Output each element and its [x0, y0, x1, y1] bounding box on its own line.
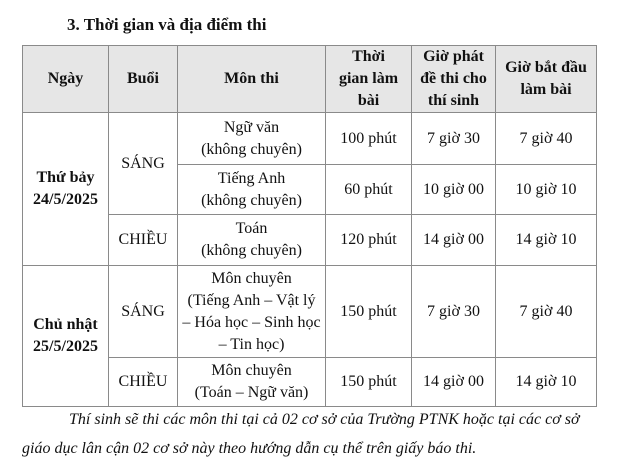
- day-name: Chủ nhật: [33, 316, 98, 333]
- subject-line: (Tiếng Anh – Vật lý: [187, 291, 316, 309]
- note-line: Thí sinh sẽ thi các môn thi tại cả 02 cơ sở của Trường PTNK hoặc tại các cơ sở: [69, 411, 580, 428]
- start-time-cell: 10 giờ 10: [496, 165, 597, 215]
- start-time-cell: 7 giờ 40: [496, 113, 597, 165]
- header-distribute-line: thí sinh: [427, 92, 480, 109]
- start-time-cell: 14 giờ 10: [496, 358, 597, 407]
- subject-line: Toán: [235, 220, 268, 237]
- exam-schedule-table: [22, 45, 597, 407]
- subject-line: – Tin học): [218, 335, 285, 353]
- subject-line: (không chuyên): [201, 140, 302, 158]
- header-day: Ngày: [23, 46, 109, 113]
- duration-cell: 60 phút: [326, 165, 412, 215]
- subject-line: Ngữ văn: [223, 118, 280, 136]
- header-row: [23, 46, 597, 113]
- subject-cell: [178, 113, 326, 165]
- subject-line: (không chuyên): [201, 242, 302, 259]
- distribute-time-cell: 10 giờ 00: [412, 165, 496, 215]
- duration-cell: 120 phút: [326, 215, 412, 266]
- header-distribute-line: đề thi cho: [420, 70, 487, 87]
- header-session: Buổi: [109, 46, 178, 113]
- header-duration-line: bài: [357, 92, 380, 109]
- subject-cell: [178, 358, 326, 407]
- header-distribute-line: Giờ phát: [423, 48, 484, 65]
- subject-line: Tiếng Anh: [217, 169, 286, 187]
- duration-cell: 100 phút: [326, 113, 412, 165]
- distribute-time-cell: 14 giờ 00: [412, 215, 496, 266]
- header-start-line: làm bài: [520, 81, 572, 98]
- distribute-time-cell: 7 giờ 30: [412, 113, 496, 165]
- header-duration: [326, 46, 412, 113]
- session-cell: SÁNG: [109, 113, 178, 215]
- day-date: 25/5/2025: [33, 338, 98, 355]
- subject-line: Môn chuyên: [211, 362, 292, 379]
- header-start-line: Giờ bắt đầu: [505, 59, 587, 76]
- subject-line: (không chuyên): [201, 191, 302, 209]
- session-cell: CHIỀU: [109, 358, 178, 407]
- session-cell: SÁNG: [109, 266, 178, 358]
- header-distribute-time: [412, 46, 496, 113]
- exam-location-note: [22, 405, 618, 463]
- distribute-time-cell: 7 giờ 30: [412, 266, 496, 358]
- start-time-cell: 7 giờ 40: [496, 266, 597, 358]
- subject-cell: [178, 215, 326, 266]
- table-row: [23, 266, 597, 358]
- note-line: giáo dục lân cận 02 cơ sở này theo hướng dẫn cụ thể trên giấy báo thi.: [22, 440, 477, 457]
- subject-cell: [178, 266, 326, 358]
- table-row: [23, 358, 597, 407]
- day-name: Thứ bảy: [36, 169, 95, 186]
- table-row: [23, 113, 597, 165]
- day-date: 24/5/2025: [33, 191, 98, 208]
- table-row: [23, 215, 597, 266]
- header-duration-line: gian làm: [338, 70, 399, 87]
- start-time-cell: 14 giờ 10: [496, 215, 597, 266]
- subject-line: – Hóa học – Sinh học: [182, 313, 321, 331]
- header-subject: Môn thi: [178, 46, 326, 113]
- duration-cell: 150 phút: [326, 266, 412, 358]
- subject-cell: [178, 165, 326, 215]
- session-cell: CHIỀU: [109, 215, 178, 266]
- header-start-time: [496, 46, 597, 113]
- header-duration-line: Thời: [352, 48, 385, 65]
- subject-line: (Toán – Ngữ văn): [194, 384, 309, 401]
- duration-cell: 150 phút: [326, 358, 412, 407]
- day-cell: [23, 266, 109, 407]
- distribute-time-cell: 14 giờ 00: [412, 358, 496, 407]
- section-title: 3. Thời gian và địa điểm thi: [67, 15, 267, 34]
- subject-line: Môn chuyên: [211, 269, 292, 287]
- day-cell: [23, 113, 109, 266]
